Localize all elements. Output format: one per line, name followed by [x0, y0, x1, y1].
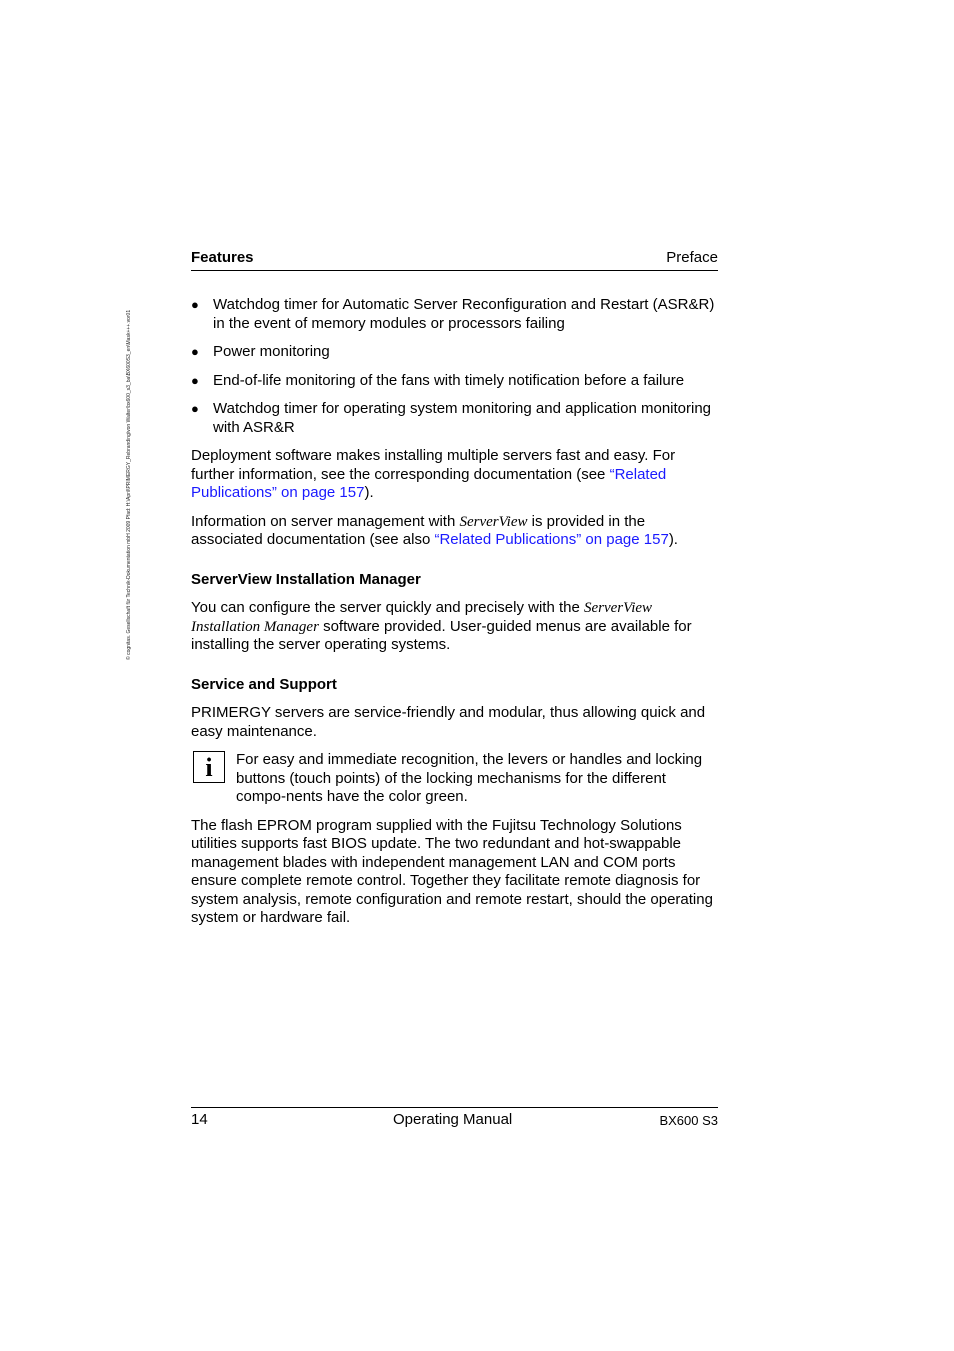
sidebar-margin-note: [122, 240, 136, 660]
list-item: [191, 400, 718, 437]
note-text: For easy and immediate recognition, the levers or handles and locking buttons (touch points) of the locking mechanisms for the different compo-nents have the color green.: [236, 751, 703, 805]
paragraph-text: ).: [364, 484, 374, 501]
header-section-title: Features: [191, 249, 254, 266]
related-publications-link[interactable]: “Related Publications” on page 157: [434, 531, 669, 548]
footer-model: BX600 S3: [659, 1113, 718, 1128]
product-name: ServerView Installation Manager: [191, 600, 653, 635]
paragraph-text: is provided in the associated documentation (see also: [191, 512, 646, 548]
paragraph-text: Information on server management with: [191, 512, 460, 530]
section-heading-service-support: Service and Support: [191, 675, 337, 693]
related-publications-link[interactable]: “Related Publications” on page 157: [191, 465, 667, 501]
page-number: 14: [191, 1111, 208, 1128]
header-chapter-title: Preface: [666, 249, 718, 266]
list-item-text: Watchdog timer for Automatic Server Reconfiguration and Restart (ASR&R) in the event of memory modules or processors failing: [213, 296, 715, 332]
bullet-icon: ●: [191, 401, 199, 416]
list-item: [191, 372, 718, 391]
page-footer: [191, 1107, 718, 1130]
product-name: ServerView: [459, 513, 528, 530]
server-management-paragraph: [191, 513, 718, 550]
info-icon: [193, 751, 225, 783]
paragraph-text: ).: [668, 531, 678, 548]
info-note: [191, 751, 718, 807]
list-item: [191, 343, 718, 362]
list-item-text: Power monitoring: [213, 343, 330, 360]
bullet-icon: ●: [191, 344, 199, 359]
installation-manager-paragraph: [191, 599, 718, 655]
eprom-paragraph: The flash EPROM program supplied with the Fujitsu Technology Solutions utilities supports fast BIOS update. The two redundant and hot-swappable management blades with independent management LAN and COM ports ensure complete remote control. Together they facilitate remote diagnosis for system analysis, remote configuration and remote restart, should the operating system or hardware fail.: [191, 816, 713, 926]
page-header: [191, 248, 718, 271]
service-paragraph: PRIMERGY servers are service-friendly and modular, thus allowing quick and easy maintenance.: [191, 704, 706, 740]
section-heading-installation-manager: ServerView Installation Manager: [191, 570, 421, 588]
bullet-icon: ●: [191, 372, 199, 388]
deployment-paragraph: [191, 447, 718, 503]
sidebar-path-text: © cognitas. Gesellschaft für Technik-Dokumentation mbH 2009 Pfad: H:\April\PRIMERGY_Rebranding\von Walter\bx600_s3_ba\BX600S3_en\Mask+++.vor01: [126, 309, 132, 660]
list-item-text: End-of-life monitoring of the fans with timely notification before a failure: [213, 371, 685, 389]
list-item: [191, 296, 718, 333]
list-item-text: Watchdog timer for operating system monitoring and application monitoring with ASR&R: [213, 400, 712, 436]
page-content: [191, 296, 718, 938]
feature-list: [191, 296, 718, 437]
info-icon-glyph: i: [205, 753, 213, 782]
footer-manual-title: Operating Manual: [393, 1111, 513, 1128]
bullet-icon: ●: [191, 297, 199, 312]
paragraph-text: You can configure the server quickly and precisely with the: [191, 599, 584, 616]
paragraph-text: software provided. User-guided menus are available for installing the server operating systems.: [191, 617, 692, 653]
paragraph-text: Deployment software makes installing multiple servers fast and easy. For further information, see the corresponding documentation (see: [191, 447, 676, 483]
